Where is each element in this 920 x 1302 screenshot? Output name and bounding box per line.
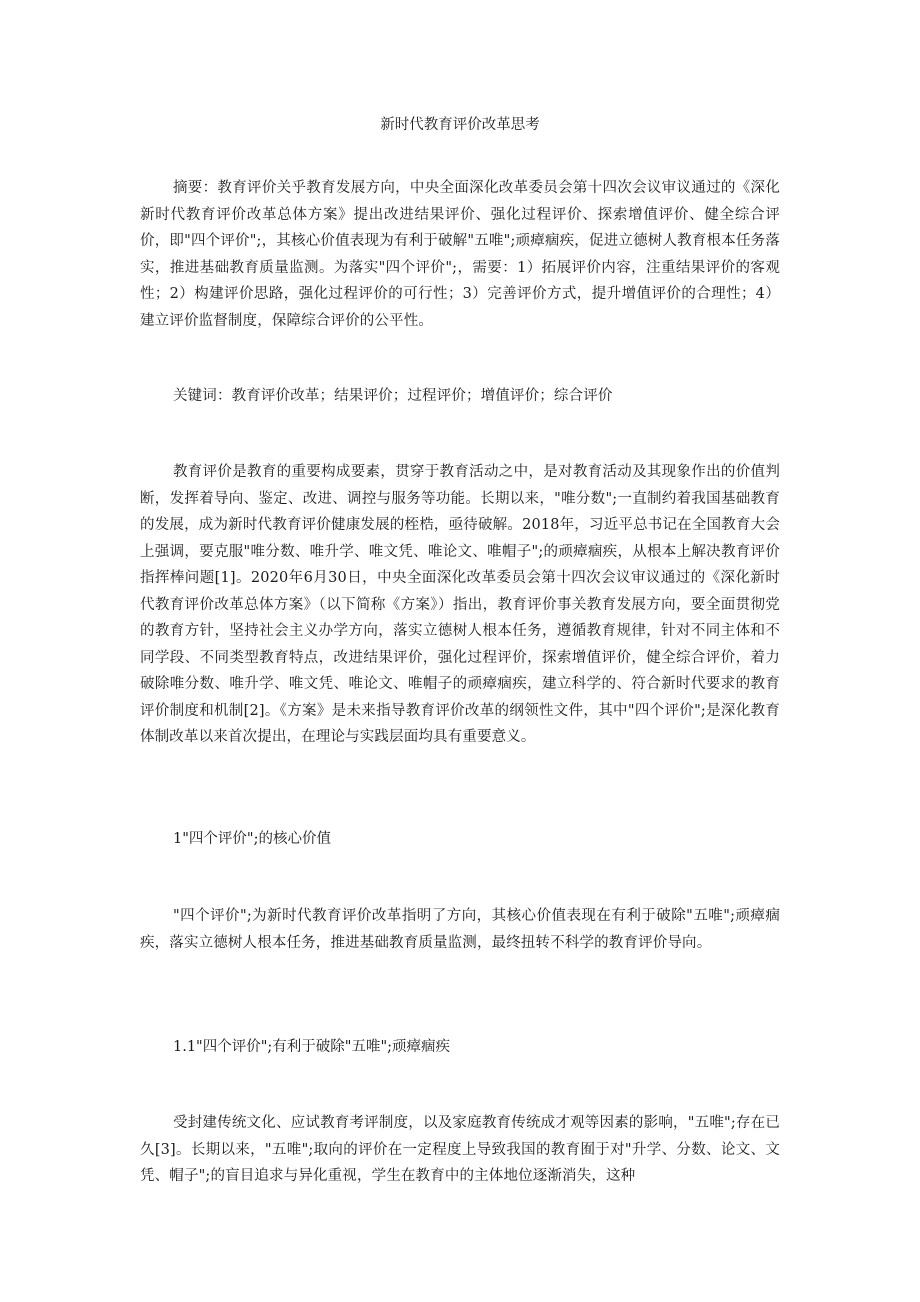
section-1-paragraph: "四个评价";为新时代教育评价改革指明了方向，其核心价值表现在有利于破除"五唯";顽瘴痼疾，落实立德树人根本任务，推进基础教育质量监测，最终扭转不科学的教育评价导向。 bbox=[140, 908, 780, 951]
abstract-paragraph: 摘要：教育评价关乎教育发展方向，中央全面深化改革委员会第十四次会议审议通过的《深化新时代教育评价改革总体方案》提出改进结果评价、强化过程评价、探索增值评价、健全综合评价，即"四个评价";，其核心价值表现为有利于破解"五唯";顽瘴痼疾，促进立德树人教育根本任务落实，推进基础教育质量监测。为落实"四个评价";，需要：1）拓展评价内容，注重结果评价的客观性；2）构建评价思路，强化过程评价的可行性；3）完善评价方式，提升增值评价的合理性；4）建立评价监督制度，保障综合评价的公平性。 bbox=[140, 180, 780, 329]
document-title: 新时代教育评价改革思考 bbox=[380, 117, 540, 133]
section-1-1-paragraph: 受封建传统文化、应试教育考评制度，以及家庭教育传统成才观等因素的影响，"五唯";存在已久[3]。长期以来，"五唯";取向的评价在一定程度上导致我国的教育囿于对"升学、分数、论文、文凭、帽子";的盲目追求与异化重视，学生在教育中的主体地位逐渐消失，这种 bbox=[140, 1115, 780, 1184]
keywords-line: 关键词：教育评价改革；结果评价；过程评价；增值评价；综合评价 bbox=[173, 388, 613, 404]
intro-paragraph: 教育评价是教育的重要构成要素，贯穿于教育活动之中，是对教育活动及其现象作出的价值判断，发挥着导向、鉴定、改进、调控与服务等功能。长期以来，"唯分数";一直制约着我国基础教育的发展，成为新时代教育评价健康发展的桎梏，亟待破解。2018年，习近平总书记在全国教育大会上强调，要克服"唯分数、唯升学、唯文凭、唯论文、唯帽子";的顽瘴痼疾，从根本上解决教育评价指挥棒问题[1]。2020年6月30日，中央全面深化改革委员会第十四次会议审议通过的《深化新时代教育评价改革总体方案》（以下简称《方案》）指出，教育评价事关教育发展方向，要全面贯彻党的教育方针，坚持社会主义办学方向，落实立德树人根本任务，遵循教育规律，针对不同主体和不同学段、不同类型教育特点，改进结果评价，强化过程评价，探索增值评价，健全综合评价，着力破除唯分数、唯升学、唯文凭、唯论文、唯帽子的顽瘴痼疾，建立科学的、符合新时代要求的教育评价制度和机制[2]。《方案》是未来指导教育评价改革的纲领性文件，其中"四个评价";是深化教育体制改革以来首次提出，在理论与实践层面均具有重要意义。 bbox=[140, 464, 780, 745]
section-1-1-heading: 1.1"四个评价";有利于破除"五唯";顽瘴痼疾 bbox=[173, 1039, 451, 1055]
section-1-heading: 1"四个评价";的核心价值 bbox=[173, 831, 331, 847]
